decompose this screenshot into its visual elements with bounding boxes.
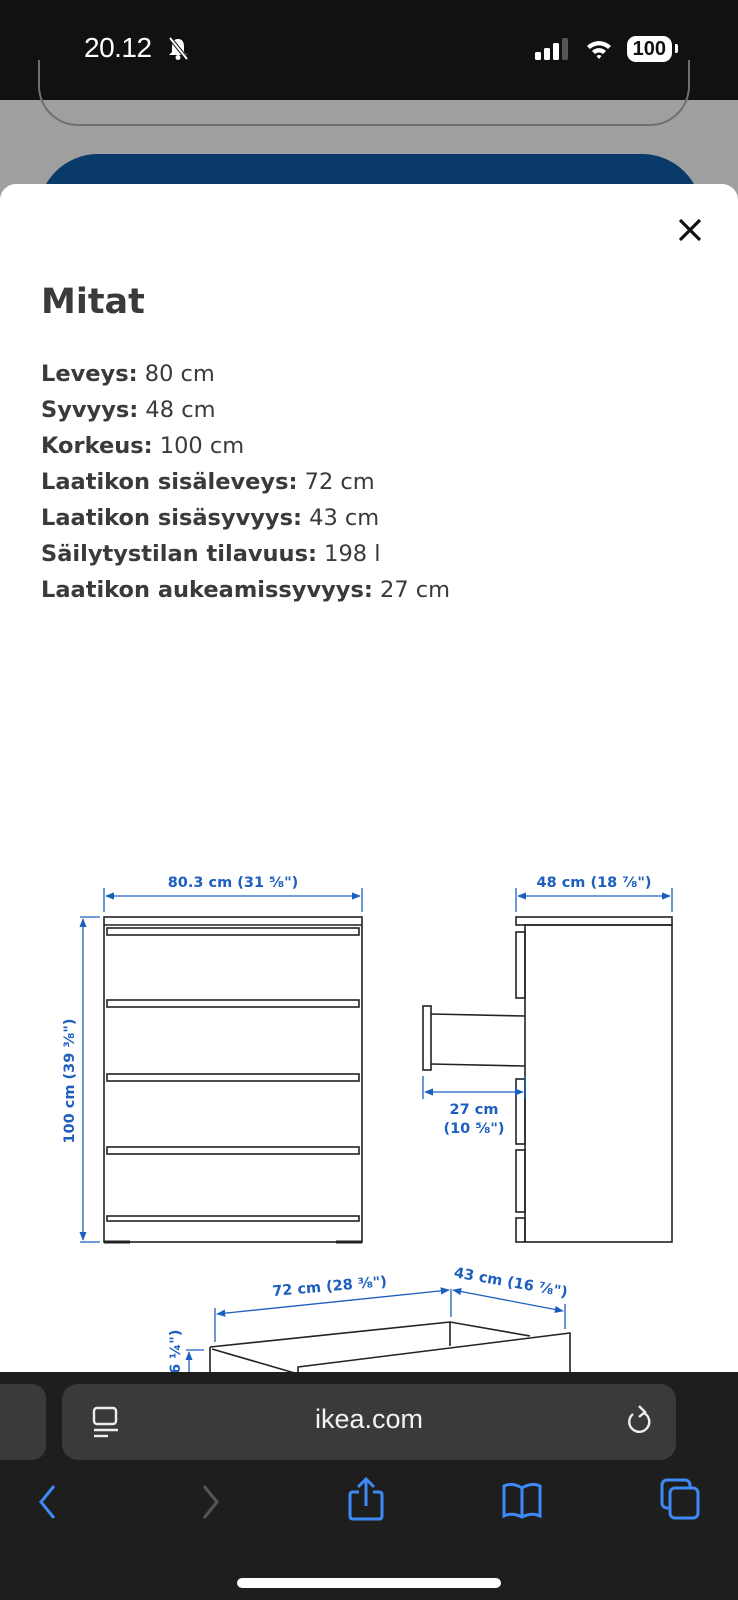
front-view (104, 917, 362, 1242)
dimensions-sheet (0, 184, 738, 1374)
spec-drawer-inner-width: Laatikon sisäleveys: 72 cm (41, 469, 375, 495)
url-text: ikea.com (314, 1404, 424, 1434)
share-icon[interactable] (346, 1476, 386, 1522)
close-icon[interactable] (674, 214, 706, 246)
spec-height: Korkeus: 100 cm (41, 433, 245, 459)
spec-drawer-opening-depth: Laatikon aukeamissyvyys: 27 cm (41, 577, 451, 603)
front-height-label: 100 cm (39 ⅜") (62, 1018, 78, 1144)
wifi-icon (585, 38, 613, 60)
browser-toolbar (0, 1372, 738, 1600)
side-depth-dimension (516, 888, 672, 912)
dimension-illustration (0, 664, 738, 1304)
status-indicators (535, 36, 672, 62)
tabs-icon[interactable] (658, 1476, 702, 1522)
drawer-width-label: 72 cm (28 ⅜") (271, 1274, 388, 1300)
spec-drawer-inner-depth: Laatikon sisäsyvyys: 43 cm (41, 505, 380, 531)
battery-indicator: 100 (627, 36, 672, 62)
side-view (423, 917, 672, 1242)
spec-depth: Syvyys: 48 cm (41, 397, 216, 423)
background-outline-button (38, 60, 690, 126)
chevron-right-icon[interactable] (198, 1482, 222, 1522)
opening-depth-label-1: 27 cm (449, 1102, 499, 1118)
spec-width: Leveys: 80 cm (41, 361, 215, 387)
front-height-dimension (80, 917, 100, 1242)
sheet-title: Mitat (41, 282, 145, 322)
chevron-left-icon[interactable] (36, 1482, 60, 1522)
side-depth-label: 48 cm (18 ⅞") (536, 875, 652, 891)
front-width-label: 80.3 cm (31 ⅝") (167, 875, 299, 891)
opening-depth-dimension (423, 1076, 525, 1099)
address-bar[interactable] (62, 1384, 676, 1460)
front-width-dimension (104, 888, 362, 912)
previous-tab-preview[interactable] (0, 1384, 46, 1460)
home-indicator[interactable] (237, 1578, 501, 1588)
opening-depth-label-2: (10 ⅝") (443, 1121, 505, 1137)
drawer-depth-label: 43 cm (16 ⅞") (452, 1265, 569, 1301)
silent-bell-icon (166, 36, 190, 62)
book-icon[interactable] (500, 1480, 544, 1520)
status-time: 20.12 (84, 32, 152, 63)
dimensions-list (41, 356, 450, 608)
reload-icon[interactable] (624, 1404, 654, 1438)
signal-icon (535, 38, 571, 60)
spec-storage-volume: Säilytystilan tilavuus: 198 l (41, 541, 381, 567)
